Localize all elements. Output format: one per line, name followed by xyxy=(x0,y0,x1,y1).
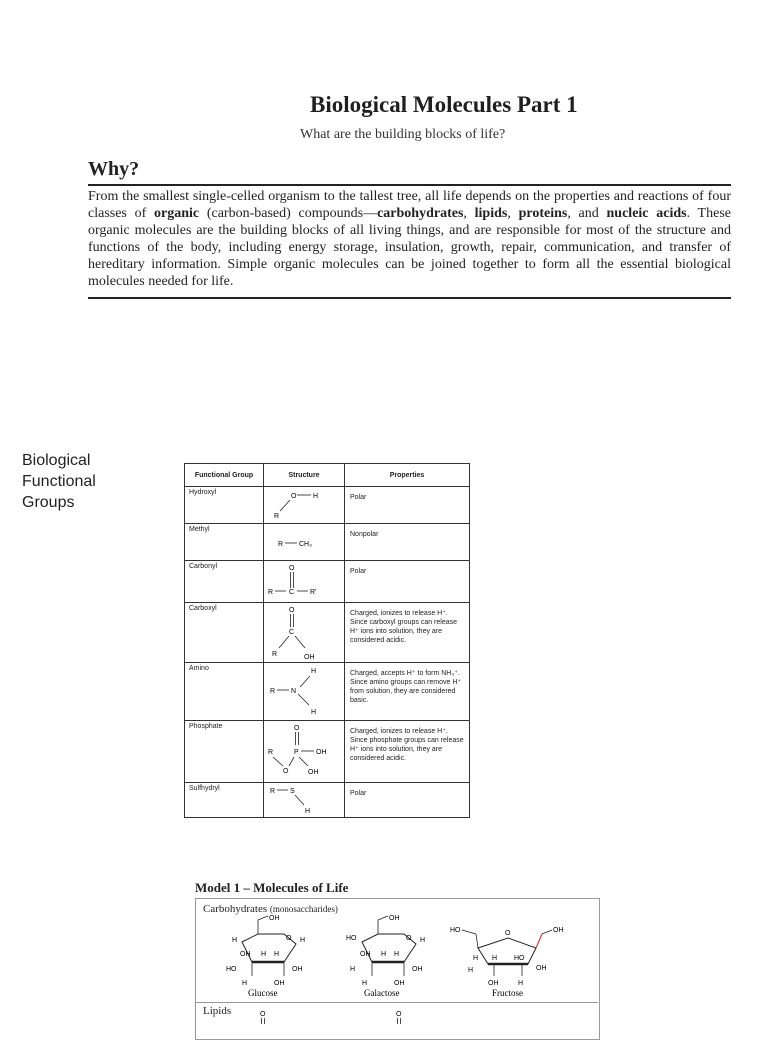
atom: O xyxy=(505,930,511,937)
atom: H xyxy=(468,967,474,974)
why-heading: Why? xyxy=(88,158,140,180)
atom: HO xyxy=(514,955,525,962)
group-name: Carbonyl xyxy=(185,561,264,603)
atom: O xyxy=(289,607,295,614)
atom: O xyxy=(286,935,292,942)
atom: H xyxy=(313,493,319,500)
table-header-row xyxy=(185,464,470,487)
carbohydrates-label: Carbohydrates (monosaccharides) xyxy=(203,903,338,915)
atom: H xyxy=(242,980,248,987)
page-subtitle: What are the building blocks of life? xyxy=(300,127,506,142)
table-row xyxy=(185,721,470,783)
header-structure: Structure xyxy=(264,464,345,487)
atom: R xyxy=(272,651,278,658)
atom: H xyxy=(311,668,317,675)
atom: H xyxy=(492,955,498,962)
galactose-structure xyxy=(342,912,442,1002)
structure-carbonyl xyxy=(264,561,345,603)
atom: R xyxy=(278,541,284,548)
atom: R xyxy=(270,688,276,695)
group-properties: Polar xyxy=(345,561,470,603)
atom: OH xyxy=(274,980,285,987)
glucose-structure xyxy=(222,912,322,1002)
structure-phosphate xyxy=(264,721,345,783)
atom: O xyxy=(283,768,289,775)
group-properties: Polar xyxy=(345,487,470,524)
atom: H xyxy=(518,980,524,987)
atom: OH xyxy=(394,980,405,987)
atom: HO xyxy=(226,966,237,973)
sugar-name-galactose: Galactose xyxy=(364,988,400,998)
table-row xyxy=(185,783,470,818)
atom: OH xyxy=(488,980,499,987)
atom: H xyxy=(300,937,306,944)
atom: C xyxy=(289,629,295,636)
header-properties: Properties xyxy=(345,464,470,487)
atom: OH xyxy=(536,965,547,972)
table-row xyxy=(185,663,470,721)
atom: OH xyxy=(389,915,400,922)
sugar-name-glucose: Glucose xyxy=(248,988,278,998)
table-row xyxy=(185,561,470,603)
atom: O xyxy=(294,725,300,732)
group-properties: Charged, accepts H⁺ to form NH₃⁺. Since amino groups can remove H⁺ from solution, they are considered basic. xyxy=(345,663,470,721)
group-properties: Charged, ionizes to release H⁺. Since carboxyl groups can release H⁺ ions into solution, they are considered acidic. xyxy=(345,603,470,663)
atom: OH xyxy=(308,769,319,776)
atom: H xyxy=(311,709,317,716)
atom: R xyxy=(268,589,274,596)
sugar-name-fructose: Fructose xyxy=(492,988,523,998)
group-name: Amino xyxy=(185,663,264,721)
why-paragraph: From the smallest single-celled organism to the tallest tree, all life depends on the properties and reactions of four classes of organic (carbon-based) compounds—carbohydrates, lipids, proteins, and nucleic acids. These organic molecules are the building blocks of all living things, and are responsible for most of the structure and functions of the body, including energy storage, insulation, growth, repair, communication, and transfer of hereditary information. Simple organic molecules can be joined together to form all the essential biological molecules needed for life. xyxy=(88,189,731,289)
group-properties: Nonpolar xyxy=(345,524,470,561)
top-rule xyxy=(88,184,731,186)
atom: O xyxy=(396,1011,402,1018)
group-name: Carboxyl xyxy=(185,603,264,663)
atom: C xyxy=(289,589,295,596)
atom: HO xyxy=(450,927,461,934)
bottom-rule xyxy=(88,297,731,299)
group-name: Sulfhydryl xyxy=(185,783,264,818)
atom: H xyxy=(473,955,479,962)
group-properties: Polar xyxy=(345,783,470,818)
atom: OH xyxy=(553,927,564,934)
fructose-structure xyxy=(448,912,568,1002)
atom: HO xyxy=(346,935,357,942)
atom: H xyxy=(394,951,400,958)
atom: R xyxy=(268,749,274,756)
structure-amino xyxy=(264,663,345,721)
model-title: Model 1 – Molecules of Life xyxy=(195,880,349,895)
structure-carboxyl xyxy=(264,603,345,663)
atom: H xyxy=(261,951,267,958)
atom: OH xyxy=(360,951,371,958)
atom: H xyxy=(305,808,311,815)
atom: R' xyxy=(310,589,317,596)
structure-hydroxyl xyxy=(264,487,345,524)
header-functional-group: Functional Group xyxy=(185,464,264,487)
atom: OH xyxy=(412,966,423,973)
atom: H xyxy=(274,951,280,958)
atom: R xyxy=(270,788,276,795)
lipid-structure-partial xyxy=(200,1008,600,1024)
group-properties: Charged, ionizes to release H⁺. Since phosphate groups can release H⁺ ions into solution, they are considered acidic. xyxy=(345,721,470,783)
atom: N xyxy=(291,688,297,695)
atom: O xyxy=(406,935,412,942)
atom: OH xyxy=(304,654,315,661)
atom: H xyxy=(350,966,356,973)
group-name: Phosphate xyxy=(185,721,264,783)
functional-groups-table xyxy=(184,463,470,818)
atom: O xyxy=(289,565,295,572)
table-row xyxy=(185,487,470,524)
atom: H xyxy=(232,937,238,944)
atom: OH xyxy=(269,915,280,922)
atom: OH xyxy=(292,966,303,973)
group-name: Hydroxyl xyxy=(185,487,264,524)
atom: H xyxy=(362,980,368,987)
atom: P xyxy=(294,749,299,756)
page-title: Biological Molecules Part 1 xyxy=(310,92,578,117)
atom: R xyxy=(274,513,280,520)
lipids-label: Lipids xyxy=(203,1005,232,1017)
table-row xyxy=(185,524,470,561)
structure-methyl xyxy=(264,524,345,561)
structure-sulfhydryl xyxy=(264,783,345,818)
atom: S xyxy=(290,788,295,795)
atom: CH₃ xyxy=(299,541,312,548)
lipids-divider xyxy=(196,1002,598,1003)
group-name: Methyl xyxy=(185,524,264,561)
side-label: Biological Functional Groups xyxy=(22,452,96,511)
atom: OH xyxy=(316,749,327,756)
atom: O xyxy=(260,1011,266,1018)
atom: H xyxy=(381,951,387,958)
atom: H xyxy=(420,937,426,944)
table-row xyxy=(185,603,470,663)
atom: OH xyxy=(240,951,251,958)
atom: O xyxy=(291,493,297,500)
